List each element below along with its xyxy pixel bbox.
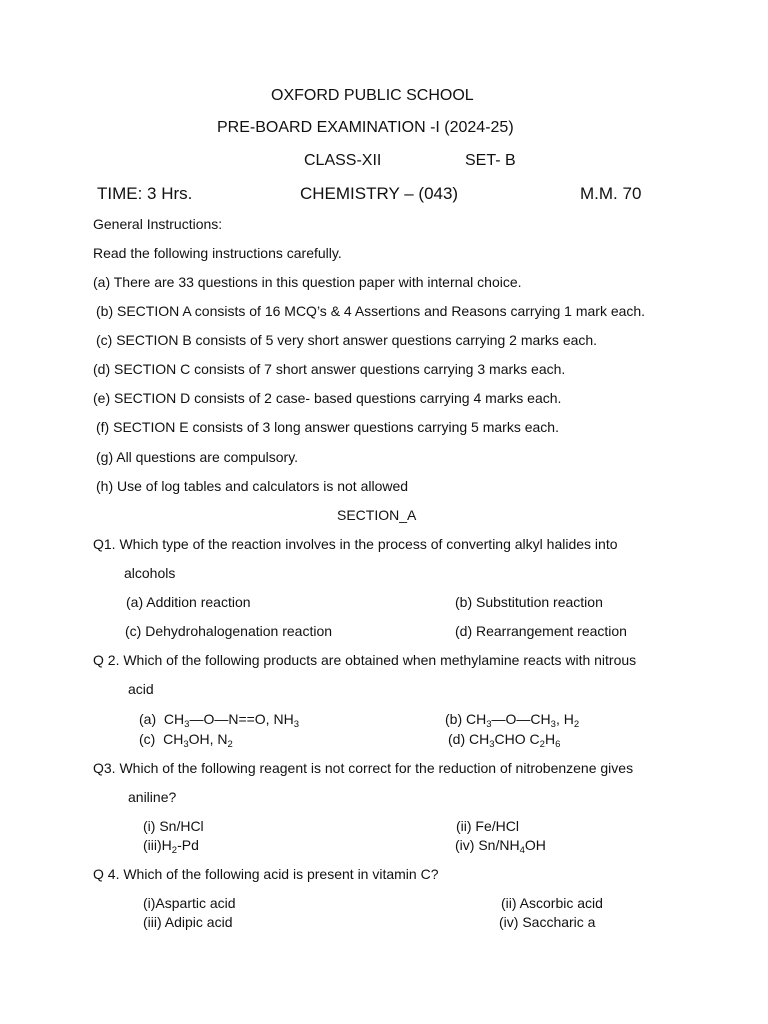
q4-option-ii: (ii) Ascorbic acid (501, 895, 603, 911)
class-label: CLASS-XII (304, 152, 382, 169)
instructions-intro: Read the following instructions carefully. (93, 245, 342, 261)
subscript: 4 (519, 845, 525, 856)
q1-option-d: (d) Rearrangement reaction (455, 623, 627, 639)
formula-part: —O—N==O, NH (189, 711, 294, 727)
formula-part: H (544, 731, 556, 747)
instruction-item: (e) SECTION D consists of 2 case- based questions carrying 4 marks each. (93, 390, 562, 406)
max-marks: M.M. 70 (580, 184, 642, 203)
q1-option-b: (b) Substitution reaction (455, 594, 603, 610)
q2-option-d (448, 731, 561, 750)
instruction-item: (a) There are 33 questions in this question paper with internal choice. (93, 274, 522, 290)
formula-part: —O—CH (491, 711, 551, 727)
set-label: SET- B (465, 152, 516, 169)
formula-part: CHO C (494, 731, 540, 747)
instruction-item: (b) SECTION A consists of 16 MCQ’s & 4 Assertions and Reasons carrying 1 mark each. (96, 303, 646, 319)
q1-option-a: (a) Addition reaction (126, 594, 251, 610)
question-3: Q3. Which of the following reagent is not correct for the reduction of nitrobenzene gives (93, 760, 634, 776)
question-1: Q1. Which type of the reaction involves in the process of converting alkyl halides into (93, 536, 618, 552)
formula-part: CH (163, 731, 184, 747)
q2-option-b (445, 711, 580, 730)
exam-title: PRE-BOARD EXAMINATION -I (2024-25) (217, 119, 514, 136)
subject-label: CHEMISTRY – (043) (300, 184, 459, 203)
subscript: 2 (539, 739, 545, 750)
option-label: (a) (139, 711, 157, 727)
q2-option-a (139, 711, 299, 730)
q3-option-i: (i) Sn/HCl (143, 818, 204, 834)
formula-part: (iii)H (143, 837, 172, 853)
formula-part: CH (163, 711, 185, 727)
q3-option-iii (143, 837, 199, 856)
q3-option-iv (455, 837, 546, 856)
q4-option-iv: (iv) Saccharic a (499, 914, 596, 930)
instruction-item: (g) All questions are compulsory. (96, 449, 299, 465)
q4-option-i: (i)Aspartic acid (143, 895, 236, 911)
formula-part: CH (466, 711, 487, 727)
q4-option-iii: (iii) Adipic acid (143, 914, 233, 930)
question-3-cont: aniline? (128, 789, 177, 805)
option-label: (b) (445, 711, 463, 727)
q2-option-c (139, 731, 233, 750)
instruction-item: (d) SECTION C consists of 7 short answer questions carrying 3 marks each. (93, 361, 566, 377)
section-title: SECTION_A (337, 507, 417, 523)
option-label: (c) (139, 731, 156, 747)
subscript: 3 (489, 739, 495, 750)
question-1-cont: alcohols (124, 565, 176, 581)
subscript: 3 (550, 719, 556, 730)
time-label: TIME: 3 Hrs. (97, 184, 193, 203)
subscript: 6 (555, 739, 561, 750)
formula-part: OH (524, 837, 546, 853)
subscript: 2 (171, 845, 178, 856)
formula-part: , H (555, 711, 574, 727)
option-label: (d) (448, 731, 466, 747)
instruction-item: (c) SECTION B consists of 5 very short answer questions carrying 2 marks each. (96, 332, 598, 348)
instruction-item: (f) SECTION E consists of 3 long answer questions carrying 5 marks each. (96, 419, 559, 435)
formula-part: OH, N (188, 731, 228, 747)
formula-part: (iv) Sn/NH (455, 837, 520, 853)
question-2: Q 2. Which of the following products are obtained when methylamine reacts with nitrous (93, 652, 637, 668)
question-2-cont: acid (128, 681, 154, 697)
subscript: 3 (486, 719, 492, 730)
formula-part: -Pd (177, 837, 199, 853)
subscript: 3 (184, 719, 190, 730)
subscript: 3 (183, 739, 189, 750)
subscript: 3 (293, 719, 299, 730)
formula-part: CH (469, 731, 490, 747)
subscript: 2 (573, 719, 580, 730)
q3-option-ii: (ii) Fe/HCl (456, 818, 519, 834)
instruction-item: (h) Use of log tables and calculators is not allowed (96, 478, 409, 494)
instructions-heading: General Instructions: (93, 216, 223, 232)
subscript: 2 (227, 739, 233, 750)
q1-option-c: (c) Dehydrohalogenation reaction (125, 623, 333, 639)
question-4: Q 4. Which of the following acid is present in vitamin C? (93, 866, 439, 882)
school-name: OXFORD PUBLIC SCHOOL (271, 87, 474, 104)
